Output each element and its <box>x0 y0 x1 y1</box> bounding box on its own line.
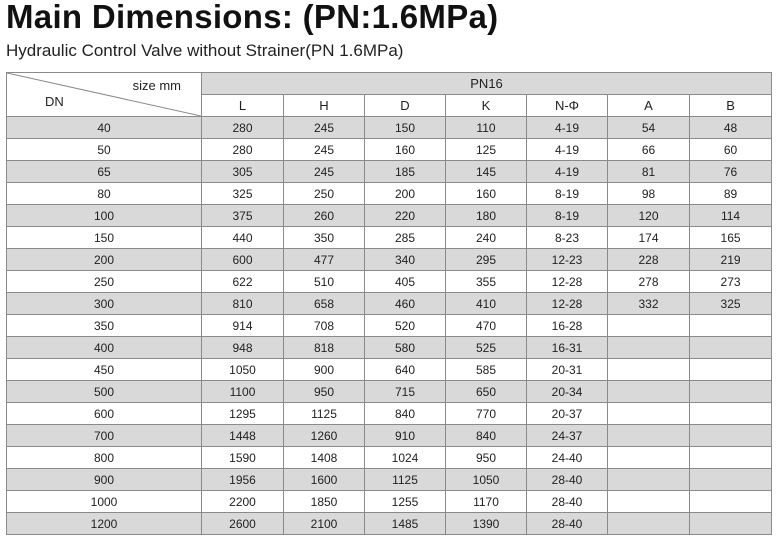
column-header: B <box>690 95 772 117</box>
dn-cell: 350 <box>7 315 202 337</box>
table-cell: 525 <box>446 337 527 359</box>
table-cell <box>608 359 690 381</box>
column-header: K <box>446 95 527 117</box>
table-cell: 89 <box>690 183 772 205</box>
table-cell: 1448 <box>202 425 284 447</box>
dn-cell: 65 <box>7 161 202 183</box>
dn-cell: 300 <box>7 293 202 315</box>
table-cell: 658 <box>284 293 365 315</box>
table-cell: 650 <box>446 381 527 403</box>
table-cell: 245 <box>284 161 365 183</box>
table-cell: 440 <box>202 227 284 249</box>
table-cell: 28-40 <box>527 491 608 513</box>
dn-cell: 1200 <box>7 513 202 535</box>
table-cell <box>608 469 690 491</box>
table-cell <box>690 337 772 359</box>
table-row <box>7 491 772 513</box>
table-cell: 76 <box>690 161 772 183</box>
dn-cell: 80 <box>7 183 202 205</box>
table-cell: 410 <box>446 293 527 315</box>
table-cell: 12-28 <box>527 293 608 315</box>
table-cell: 285 <box>365 227 446 249</box>
table-cell <box>608 403 690 425</box>
table-cell: 914 <box>202 315 284 337</box>
table-row <box>7 337 772 359</box>
table-cell: 120 <box>608 205 690 227</box>
table-row <box>7 469 772 491</box>
table-cell: 81 <box>608 161 690 183</box>
table-cell: 340 <box>365 249 446 271</box>
table-cell: 1170 <box>446 491 527 513</box>
column-header: D <box>365 95 446 117</box>
table-cell: 1390 <box>446 513 527 535</box>
table-cell: 24-40 <box>527 447 608 469</box>
table-cell: 1590 <box>202 447 284 469</box>
table-cell: 8-23 <box>527 227 608 249</box>
table-cell: 240 <box>446 227 527 249</box>
table-header <box>7 73 772 117</box>
table-cell: 1125 <box>284 403 365 425</box>
table-cell: 818 <box>284 337 365 359</box>
table-row <box>7 403 772 425</box>
table-cell: 150 <box>365 117 446 139</box>
table-cell: 350 <box>284 227 365 249</box>
corner-header-cell <box>7 73 202 117</box>
table-cell: 8-19 <box>527 205 608 227</box>
table-cell: 28-40 <box>527 469 608 491</box>
table-cell: 1100 <box>202 381 284 403</box>
column-header: L <box>202 95 284 117</box>
table-cell: 715 <box>365 381 446 403</box>
dn-cell: 900 <box>7 469 202 491</box>
table-cell: 180 <box>446 205 527 227</box>
dn-cell: 150 <box>7 227 202 249</box>
table-cell: 260 <box>284 205 365 227</box>
table-cell: 1850 <box>284 491 365 513</box>
table-cell: 770 <box>446 403 527 425</box>
table-row <box>7 447 772 469</box>
table-cell: 12-28 <box>527 271 608 293</box>
table-cell: 250 <box>284 183 365 205</box>
table-cell: 1408 <box>284 447 365 469</box>
dn-cell: 600 <box>7 403 202 425</box>
dn-cell: 700 <box>7 425 202 447</box>
column-header: A <box>608 95 690 117</box>
table-row <box>7 293 772 315</box>
table-cell: 20-34 <box>527 381 608 403</box>
table-cell <box>690 381 772 403</box>
table-cell <box>608 337 690 359</box>
table-cell: 28-40 <box>527 513 608 535</box>
table-cell: 4-19 <box>527 161 608 183</box>
table-cell: 125 <box>446 139 527 161</box>
dimensions-table <box>6 72 772 535</box>
table-cell: 2600 <box>202 513 284 535</box>
table-cell: 305 <box>202 161 284 183</box>
table-cell: 520 <box>365 315 446 337</box>
table-cell: 910 <box>365 425 446 447</box>
table-cell: 60 <box>690 139 772 161</box>
table-cell: 114 <box>690 205 772 227</box>
table-cell: 165 <box>690 227 772 249</box>
table-cell: 1295 <box>202 403 284 425</box>
table-cell: 375 <box>202 205 284 227</box>
dn-cell: 100 <box>7 205 202 227</box>
table-cell: 98 <box>608 183 690 205</box>
table-cell: 220 <box>365 205 446 227</box>
dn-cell: 400 <box>7 337 202 359</box>
table-cell: 622 <box>202 271 284 293</box>
table-cell <box>608 381 690 403</box>
table-cell: 24-37 <box>527 425 608 447</box>
table-cell: 325 <box>202 183 284 205</box>
table-cell: 295 <box>446 249 527 271</box>
table-row <box>7 249 772 271</box>
table-cell: 20-31 <box>527 359 608 381</box>
table-cell: 280 <box>202 117 284 139</box>
table-row <box>7 315 772 337</box>
table-cell: 280 <box>202 139 284 161</box>
table-cell: 640 <box>365 359 446 381</box>
table-cell: 477 <box>284 249 365 271</box>
table-row <box>7 117 772 139</box>
table-cell: 16-28 <box>527 315 608 337</box>
table-cell: 160 <box>365 139 446 161</box>
dn-label: DN <box>45 94 64 109</box>
table-cell: 16-31 <box>527 337 608 359</box>
table-cell <box>690 447 772 469</box>
table-cell: 1125 <box>365 469 446 491</box>
table-cell: 273 <box>690 271 772 293</box>
table-cell: 950 <box>446 447 527 469</box>
table-cell: 810 <box>202 293 284 315</box>
table-body <box>7 117 772 535</box>
table-cell <box>608 447 690 469</box>
table-cell: 355 <box>446 271 527 293</box>
table-cell: 900 <box>284 359 365 381</box>
table-cell: 470 <box>446 315 527 337</box>
column-header: H <box>284 95 365 117</box>
dn-cell: 200 <box>7 249 202 271</box>
table-cell: 948 <box>202 337 284 359</box>
table-row <box>7 359 772 381</box>
table-cell: 12-23 <box>527 249 608 271</box>
table-cell: 48 <box>690 117 772 139</box>
table-cell: 460 <box>365 293 446 315</box>
table-cell <box>690 491 772 513</box>
table-row <box>7 161 772 183</box>
table-cell: 1050 <box>446 469 527 491</box>
dn-cell: 1000 <box>7 491 202 513</box>
dn-cell: 250 <box>7 271 202 293</box>
table-cell: 160 <box>446 183 527 205</box>
table-cell <box>608 513 690 535</box>
table-cell: 1260 <box>284 425 365 447</box>
table-cell <box>608 425 690 447</box>
table-cell: 145 <box>446 161 527 183</box>
page-title: Main Dimensions: (PN:1.6MPa) <box>6 0 499 35</box>
table-cell: 4-19 <box>527 139 608 161</box>
table-cell <box>608 315 690 337</box>
table-cell: 278 <box>608 271 690 293</box>
table-cell: 2200 <box>202 491 284 513</box>
table-cell: 585 <box>446 359 527 381</box>
table-cell <box>690 425 772 447</box>
table-cell: 1485 <box>365 513 446 535</box>
table-cell <box>690 403 772 425</box>
dn-cell: 50 <box>7 139 202 161</box>
table-row <box>7 205 772 227</box>
table-cell <box>690 359 772 381</box>
table-cell <box>608 491 690 513</box>
dn-cell: 40 <box>7 117 202 139</box>
table-row <box>7 271 772 293</box>
table-cell: 405 <box>365 271 446 293</box>
table-cell: 1255 <box>365 491 446 513</box>
table-cell: 4-19 <box>527 117 608 139</box>
table-cell: 66 <box>608 139 690 161</box>
dn-cell: 800 <box>7 447 202 469</box>
table-cell: 2100 <box>284 513 365 535</box>
table-cell: 200 <box>365 183 446 205</box>
column-header: N-Φ <box>527 95 608 117</box>
table-cell: 600 <box>202 249 284 271</box>
table-cell: 54 <box>608 117 690 139</box>
table-cell: 1024 <box>365 447 446 469</box>
table-cell: 325 <box>690 293 772 315</box>
table-cell <box>690 513 772 535</box>
table-row <box>7 139 772 161</box>
table-cell: 332 <box>608 293 690 315</box>
table-row <box>7 425 772 447</box>
table-cell: 110 <box>446 117 527 139</box>
table-cell: 1600 <box>284 469 365 491</box>
table-cell: 20-37 <box>527 403 608 425</box>
table-cell: 840 <box>365 403 446 425</box>
table-row <box>7 513 772 535</box>
table-cell: 228 <box>608 249 690 271</box>
table-row <box>7 227 772 249</box>
dn-cell: 450 <box>7 359 202 381</box>
table-cell: 708 <box>284 315 365 337</box>
table-cell <box>690 315 772 337</box>
table-cell: 219 <box>690 249 772 271</box>
table-cell: 8-19 <box>527 183 608 205</box>
table-cell: 245 <box>284 139 365 161</box>
table-cell: 950 <box>284 381 365 403</box>
size-unit-label: size mm <box>132 78 181 93</box>
table-cell: 1956 <box>202 469 284 491</box>
table-cell <box>690 469 772 491</box>
table-cell: 174 <box>608 227 690 249</box>
table-cell: 245 <box>284 117 365 139</box>
table-cell: 580 <box>365 337 446 359</box>
page-subtitle: Hydraulic Control Valve without Strainer(PN 1.6MPa) <box>6 41 404 60</box>
dn-cell: 500 <box>7 381 202 403</box>
table-cell: 510 <box>284 271 365 293</box>
table-cell: 1050 <box>202 359 284 381</box>
table-cell: 185 <box>365 161 446 183</box>
pn-group-header: PN16 <box>202 73 772 95</box>
table-row <box>7 183 772 205</box>
table-row <box>7 381 772 403</box>
table-cell: 840 <box>446 425 527 447</box>
